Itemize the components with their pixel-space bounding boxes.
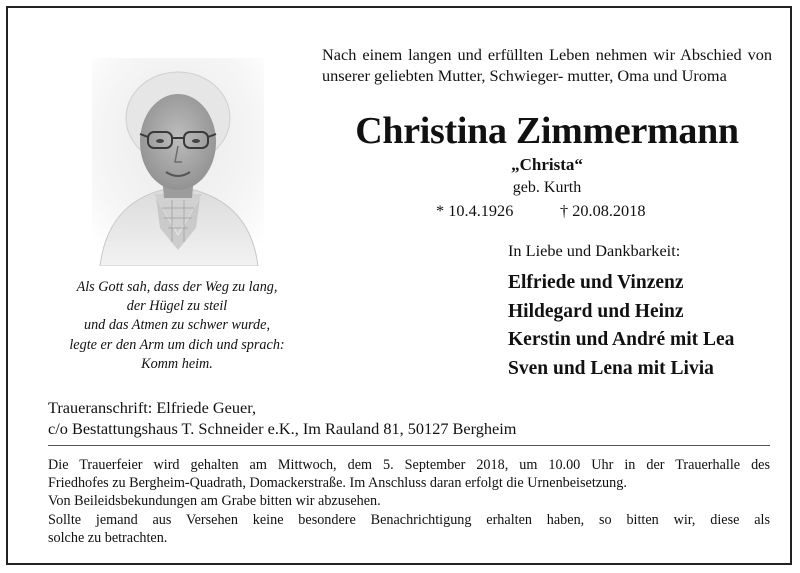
life-dates [324,200,770,222]
ceremony-line: solche zu betrachten. [48,529,168,546]
ceremony-line: Von Beileidsbekundungen am Grabe bitten wir abzusehen. [48,493,381,510]
portrait-illustration [92,58,264,266]
address-line: c/o Bestattungshaus T. Schneider e.K., Im Rauland 81, 50127 Bergheim [48,419,517,438]
mourner-entry: Hildegard und Heinz [508,300,684,322]
deceased-nickname: „Christa“ [511,155,583,174]
deceased-birth-name: geb. Kurth [512,179,582,196]
birth-date: * 10.4.1926 [436,201,514,220]
mourning-address [48,397,516,439]
poem-line: der Hügel zu steil [126,298,228,315]
ceremony-info [48,456,770,547]
ceremony-line: Die Trauerfeier wird gehalten am Mittwoch, dem 5. September 2018, um 10.00 Uhr in der Trauerhalle des [48,457,770,473]
obituary-frame [6,6,792,565]
poem-line: legte er den Arm um dich und sprach: [69,336,285,353]
death-date: † 20.08.2018 [560,201,646,220]
poem-line: Als Gott sah, dass der Weg zu lang, [76,279,278,295]
divider [48,445,770,446]
mourner-entry: Elfriede und Vinzenz [508,272,684,293]
ceremony-line: Sollte jemand aus Versehen keine besondere Benachrichtigung erhalten haben, so bitten wir, diese als [48,511,770,528]
poem-line: und das Atmen zu schwer wurde, [83,317,270,334]
portrait-photo [92,58,264,266]
dedication: In Liebe und Dankbarkeit: [508,241,681,260]
ceremony-line: Friedhofes zu Bergheim-Quadrath, Domackerstraße. Im Anschluss daran erfolgt die Urnenbeisetzung. [48,475,627,492]
mourner-entry: Kerstin und André mit Lea [508,329,735,350]
deceased-name: Christina Zimmermann [355,110,739,152]
address-line: Traueranschrift: Elfriede Geuer, [48,398,257,417]
mourner-entry: Sven und Lena mit Livia [508,357,714,379]
poem [38,278,316,374]
poem-line: Komm heim. [141,355,213,372]
intro-text: Nach einem langen und erfüllten Leben nehmen wir Abschied von unserer geliebten Mutter, Schwieger- mutter, Oma und Uroma [322,45,772,85]
mourners-list [508,269,734,383]
